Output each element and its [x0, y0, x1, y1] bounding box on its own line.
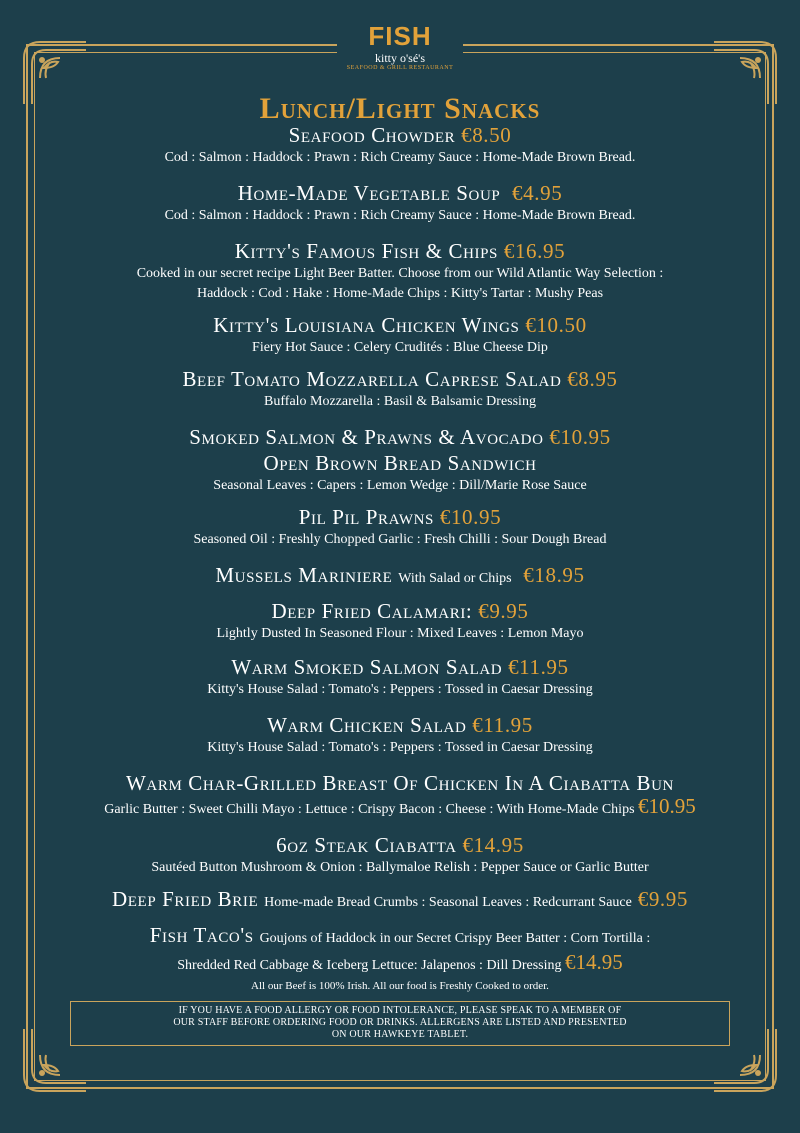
item-description: Cooked in our secret recipe Light Beer Batter. Choose from our Wild Atlantic Way Selection :: [136, 266, 664, 281]
item-description: Kitty's House Salad : Tomato's : Peppers : Tossed in Caesar Dressing: [207, 740, 593, 755]
menu-item-caprese-salad: [38, 366, 762, 412]
item-price: €14.95: [565, 950, 623, 974]
item-description: Haddock : Cod : Hake : Home-Made Chips : Kitty's Tartar : Mushy Peas: [196, 286, 604, 301]
menu-item-chicken-salad: [38, 712, 762, 758]
item-name: Warm Chicken Salad: [267, 713, 467, 737]
item-description: Seasoned Oil : Freshly Chopped Garlic : Fresh Chilli : Sour Dough Bread: [193, 532, 607, 547]
menu-item-vegetable-soup: [38, 180, 762, 226]
restaurant-logo: [0, 22, 800, 74]
menu-item-chicken-ciabatta: [38, 770, 762, 820]
item-description: Kitty's House Salad : Tomato's : Peppers : Tossed in Caesar Dressing: [207, 682, 593, 697]
item-name: Mussels Mariniere: [215, 563, 393, 587]
item-name: Deep Fried Calamari:: [271, 599, 473, 623]
item-description: Shredded Red Cabbage & Iceberg Lettuce: Jalapenos : Dill Dressing: [177, 958, 562, 973]
menu-title: Lunch/Light Snacks: [259, 92, 541, 125]
menu-content: [38, 92, 762, 1046]
item-name: Smoked Salmon & Prawns & Avocado: [189, 425, 544, 449]
item-price: €18.95: [523, 563, 585, 587]
item-description: Lightly Dusted In Seasoned Flour : Mixed Leaves : Lemon Mayo: [216, 626, 584, 641]
footnote: All our Beef is 100% Irish. All our food is Freshly Cooked to order.: [251, 980, 549, 992]
item-price: €10.95: [638, 794, 696, 818]
item-price: €11.95: [472, 713, 533, 737]
menu-item-deep-fried-brie: [38, 886, 762, 916]
item-price: €4.95: [512, 181, 563, 205]
item-description: Sautéed Button Mushroom & Onion : Ballymaloe Relish : Pepper Sauce or Garlic Butter: [151, 860, 649, 875]
menu-item-salmon-sandwich: [38, 424, 762, 496]
item-name: Kitty's Famous Fish & Chips: [234, 239, 498, 263]
menu-item-seafood-chowder: [38, 122, 762, 168]
item-note: With Salad or Chips: [398, 571, 512, 586]
item-name: Beef Tomato Mozzarella Caprese Salad: [182, 367, 562, 391]
item-description: Fiery Hot Sauce : Celery Crudités : Blue Cheese Dip: [252, 340, 548, 355]
item-price: €10.95: [549, 425, 611, 449]
menu-item-mussels: [38, 562, 762, 592]
item-price: €10.95: [439, 505, 502, 529]
item-price: €11.95: [508, 655, 569, 679]
item-price: €9.95: [478, 599, 529, 623]
item-name: Warm Smoked Salmon Salad: [231, 655, 503, 679]
item-name: Seafood Chowder: [288, 123, 456, 147]
item-description: Seasonal Leaves : Capers : Lemon Wedge : Dill/Marie Rose Sauce: [213, 478, 587, 493]
item-price: €14.95: [462, 833, 524, 857]
item-name-line-2: Open Brown Bread Sandwich: [263, 451, 537, 475]
menu-item-smoked-salmon-salad: [38, 654, 762, 700]
allergy-line: ON OUR HAWKEYE TABLET.: [331, 1029, 469, 1040]
menu-item-chicken-wings: [38, 312, 762, 358]
menu-item-steak-ciabatta: [38, 832, 762, 878]
logo-brand: FISH: [368, 21, 432, 51]
item-name: Deep Fried Brie: [112, 887, 259, 911]
menu-item-calamari: [38, 598, 762, 644]
item-name: Pil Pil Prawns: [298, 505, 434, 529]
item-price: €9.95: [637, 887, 688, 911]
item-note: Home-made Bread Crumbs : Seasonal Leaves : Redcurrant Sauce: [264, 895, 632, 910]
menu-item-fish-tacos: [38, 922, 762, 976]
allergy-notice: [70, 1001, 730, 1046]
menu-item-fish-and-chips: [38, 238, 762, 304]
item-price: €8.50: [461, 123, 512, 147]
item-name: 6oz Steak Ciabatta: [276, 833, 457, 857]
item-price: €8.95: [567, 367, 618, 391]
item-note: Goujons of Haddock in our Secret Crispy Beer Batter : Corn Tortilla :: [259, 931, 651, 946]
item-description: Cod : Salmon : Haddock : Prawn : Rich Creamy Sauce : Home-Made Brown Bread.: [164, 208, 636, 223]
menu-item-pil-pil-prawns: [38, 504, 762, 550]
allergy-line: IF YOU HAVE A FOOD ALLERGY OR FOOD INTOLERANCE, PLEASE SPEAK TO A MEMBER OF: [178, 1005, 622, 1016]
item-description: Garlic Butter : Sweet Chilli Mayo : Lettuce : Crispy Bacon : Cheese : With Home-Made Chips: [104, 802, 635, 817]
item-description: Cod : Salmon : Haddock : Prawn : Rich Creamy Sauce : Home-Made Brown Bread.: [164, 150, 636, 165]
item-name: Fish Taco's: [149, 923, 254, 947]
item-name: Home-Made Vegetable Soup: [237, 181, 501, 205]
allergy-line: OUR STAFF BEFORE ORDERING FOOD OR DRINKS. ALLERGENS ARE LISTED AND PRESENTED: [173, 1017, 627, 1028]
item-name: Kitty's Louisiana Chicken Wings: [213, 313, 520, 337]
item-price: €16.95: [503, 239, 566, 263]
item-name: Warm Char-Grilled Breast Of Chicken In A Ciabatta Bun: [126, 771, 674, 795]
item-price: €10.50: [525, 313, 587, 337]
logo-subtitle: SEAFOOD & GRILL RESTAURANT: [346, 65, 454, 71]
logo-name: kitty o'sé's: [375, 51, 425, 65]
item-description: Buffalo Mozzarella : Basil & Balsamic Dressing: [264, 394, 536, 409]
